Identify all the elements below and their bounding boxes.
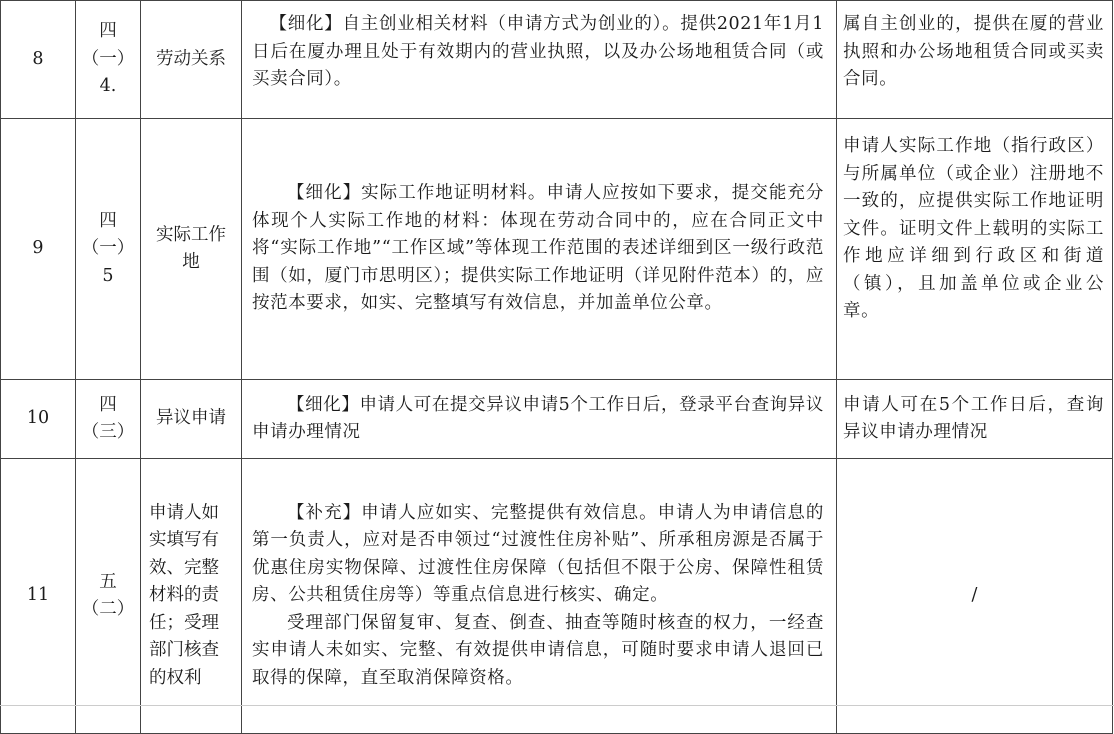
item-name: 劳动关系 [141,1,242,119]
section-ref: 四 （三） [76,380,141,459]
row-number: 10 [1,380,76,459]
content-cell: 【细化】申请人可在提交异议申请5个工作日后，登录平台查询异议申请办理情况 [242,380,837,459]
content-cell: 【细化】自主创业相关材料（申请方式为创业的）。提供2021年1月1日后在厦办理且处于有效期内的营业执照，以及办公场地租赁合同（或买卖合同）。 [242,1,837,119]
row-number: 9 [1,119,76,380]
table-row [1,1,1113,119]
page-divider [0,705,1114,706]
table-row [1,380,1113,459]
content-cell: 【补充】申请人应如实、完整提供有效信息。申请人为申请信息的第一负责人，应对是否申领过“过渡性住房补贴”、所承租房源是否属于优惠住房实物保障、过渡性住房保障（包括但不限于公房、保障性租赁房、公共租赁住房等）等重点信息进行核实、确定。 受理部门保留复审、复查、倒查、抽查等随时核查的权力，一经查实申请人未如实、完整、有效提供申请信息，可随时要求申请人退回已取得的保障，直至取消保障资格。 [242,459,837,734]
section-ref: 四 （一） 5 [76,119,141,380]
item-name: 实际工作地 [141,119,242,380]
item-name: 异议申请 [141,380,242,459]
note-cell: 申请人可在5个工作日后，查询异议申请办理情况 [837,380,1113,459]
note-cell: 申请人实际工作地（指行政区）与所属单位（或企业）注册地不一致的，应提供实际工作地证明文件。证明文件上载明的实际工作地应详细到行政区和街道（镇），且加盖单位或企业公章。 [837,119,1113,380]
note-cell: 属自主创业的，提供在厦的营业执照和办公场地租赁合同或买卖合同。 [837,1,1113,119]
row-number: 11 [1,459,76,734]
table-row [1,119,1113,380]
row-number: 8 [1,1,76,119]
item-name: 申请人如实填写有效、完整材料的责任；受理部门核查的权利 [141,459,242,734]
table-row [1,459,1113,734]
section-ref: 四 （一） 4. [76,1,141,119]
note-cell: / [837,459,1113,734]
section-ref: 五 （二） [76,459,141,734]
content-cell: 【细化】实际工作地证明材料。申请人应按如下要求，提交能充分体现个人实际工作地的材料：体现在劳动合同中的，应在合同正文中将“实际工作地”“工作区域”等体现工作范围的表述详细到区一级行政范围（如，厦门市思明区）；提供实际工作地证明（详见附件范本）的，应按范本要求，如实、完整填写有效信息，并加盖单位公章。 [242,119,837,380]
